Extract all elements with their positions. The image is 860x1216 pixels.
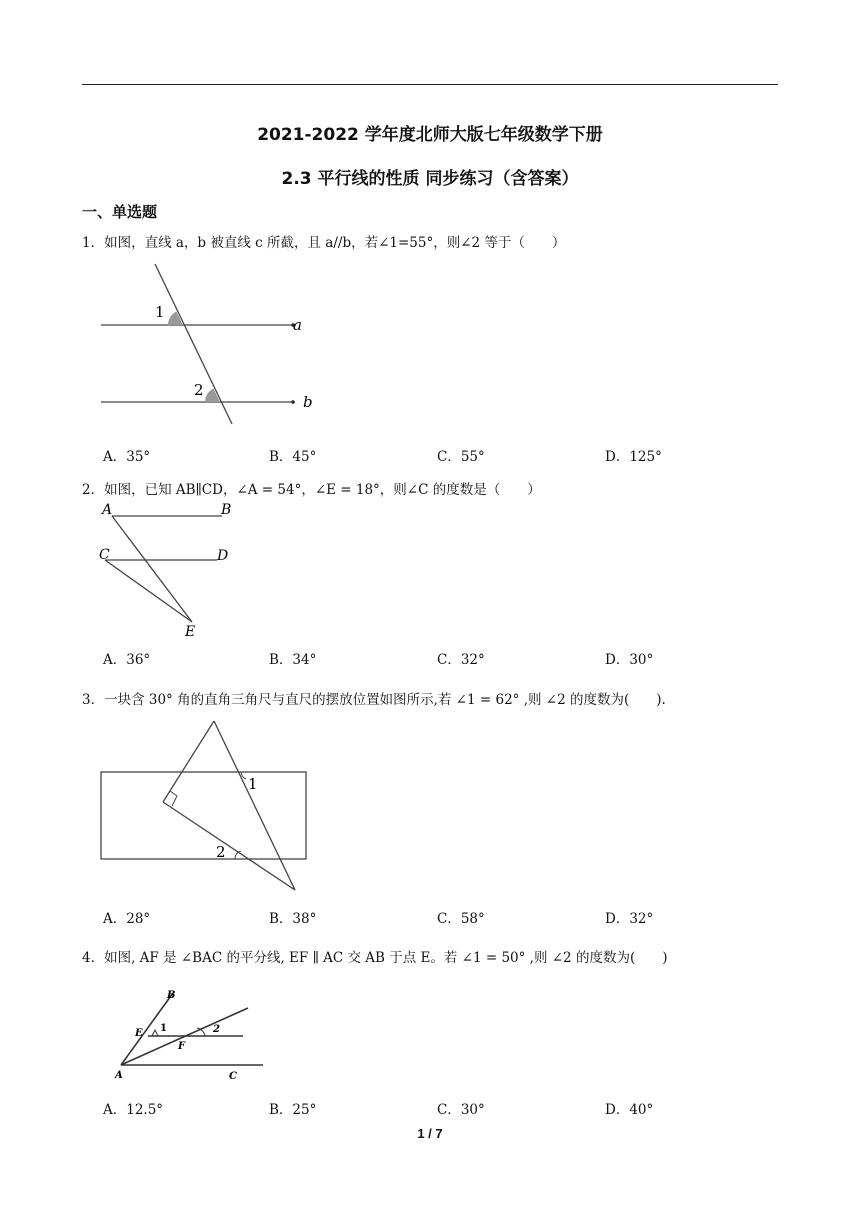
q2-option-b: B．34°	[269, 652, 317, 668]
question-4-figure	[105, 985, 265, 1085]
q1-option-b: B．45°	[269, 449, 317, 465]
q3-option-d: D．32°	[605, 911, 654, 927]
q4-angle2-label: 2	[213, 1024, 220, 1035]
q2-label-C: C	[99, 547, 110, 563]
q4-option-d: D．40°	[605, 1102, 654, 1118]
q4-label-E: E	[135, 1028, 143, 1039]
q1-option-c: C．55°	[437, 449, 485, 465]
q3-option-c: C．58°	[437, 911, 485, 927]
section-heading: 一、单选题	[82, 203, 158, 221]
q4-label-F: F	[178, 1041, 186, 1052]
q1-angle1-label: 1	[155, 303, 165, 321]
q1-line-a-label: a	[293, 316, 302, 334]
q2-option-c: C．32°	[437, 652, 485, 668]
q1-option-d: D．125°	[605, 449, 662, 465]
q3-angle1-label: 1	[248, 775, 258, 793]
question-4-text: 4．如图, AF 是 ∠BAC 的平分线, EF ∥ AC 交 AB 于点 E。若 ∠1 = 50° ,则 ∠2 的度数为( )	[82, 950, 668, 966]
q4-option-a: A．12.5°	[103, 1102, 164, 1118]
q4-label-A: A	[115, 1070, 123, 1081]
header-rule	[82, 84, 778, 85]
q4-angle1-label: 1	[160, 1023, 167, 1034]
q2-label-B: B	[221, 502, 232, 518]
question-1-figure	[95, 258, 325, 430]
q4-option-b: B．25°	[269, 1102, 317, 1118]
question-2-figure	[95, 500, 245, 640]
q2-label-A: A	[102, 502, 113, 518]
q4-label-B: B	[167, 990, 176, 1001]
q2-label-D: D	[217, 548, 229, 564]
q2-option-a: A．36°	[103, 652, 151, 668]
q4-label-C: C	[229, 1071, 237, 1082]
q3-angle2-label: 2	[216, 843, 226, 861]
document-title: 2021-2022 学年度北师大版七年级数学下册	[257, 125, 603, 145]
q3-option-a: A．28°	[103, 911, 151, 927]
q1-angle2-label: 2	[194, 381, 204, 399]
q2-option-d: D．30°	[605, 652, 654, 668]
q3-option-b: B．38°	[269, 911, 317, 927]
question-3-figure	[95, 715, 315, 895]
q4-option-c: C．30°	[437, 1102, 485, 1118]
question-1-text: 1．如图，直线 a，b 被直线 c 所截，且 a//b，若∠1=55°，则∠2 等于（ ）	[82, 235, 566, 251]
page-number: 1 / 7	[417, 1126, 443, 1141]
q2-label-E: E	[185, 624, 196, 640]
q1-option-a: A．35°	[103, 449, 151, 465]
q1-line-b-label: b	[303, 393, 313, 411]
question-3-text: 3．一块含 30° 角的直角三角尺与直尺的摆放位置如图所示,若 ∠1 = 62° ,则 ∠2 的度数为( ).	[82, 692, 666, 708]
question-2-text: 2．如图，已知 AB∥CD，∠A = 54°，∠E = 18°，则∠C 的度数是（ ）	[82, 482, 541, 498]
document-subtitle: 2.3 平行线的性质 同步练习（含答案）	[281, 169, 579, 189]
